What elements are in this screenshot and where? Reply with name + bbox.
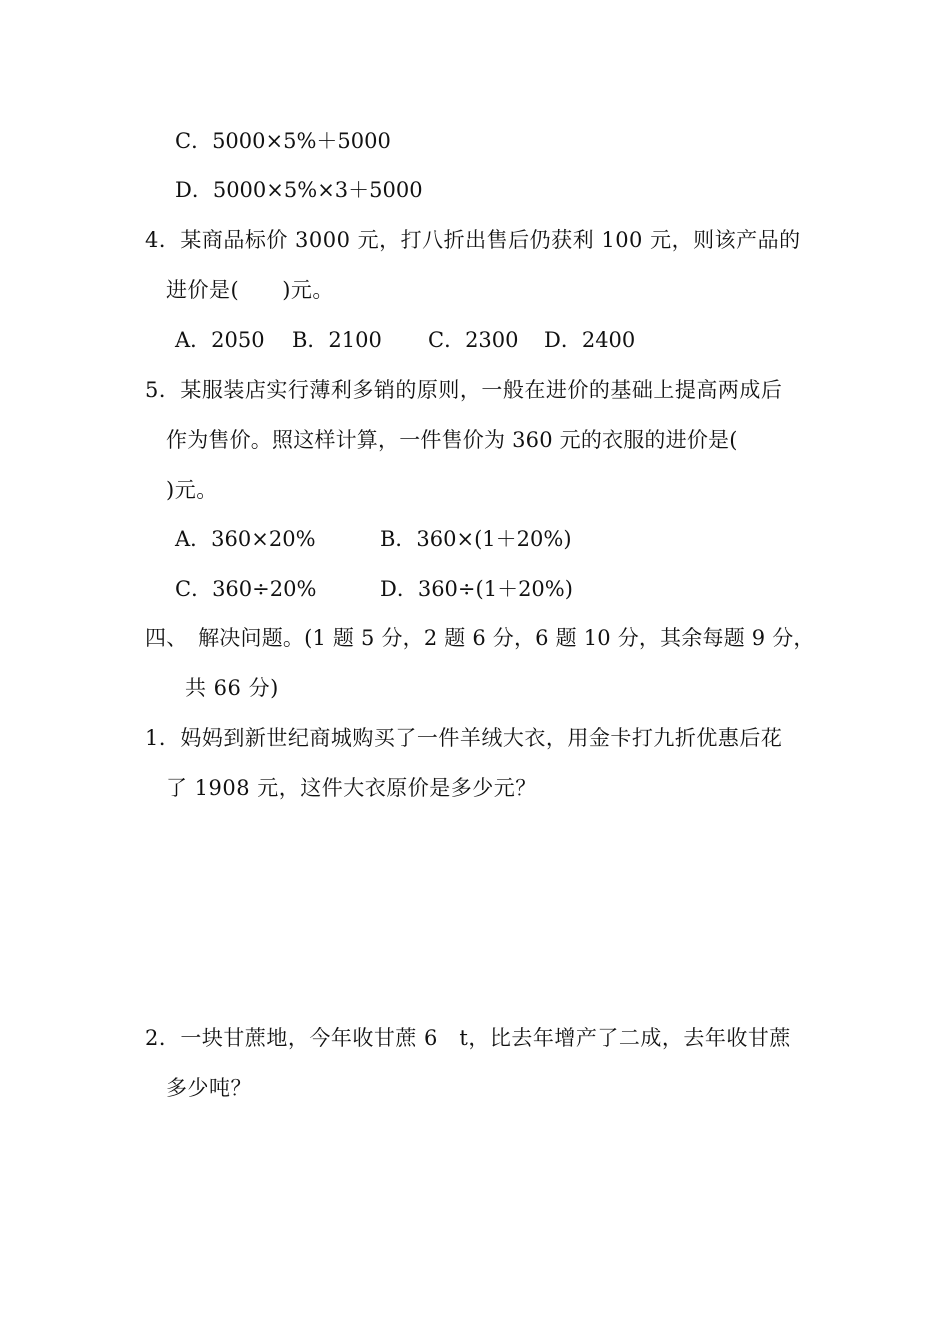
q4-text-line1: 4．某商品标价 3000 元，打八折出售后仍获利 100 元，则该产品的 [145,228,801,252]
q5-option-a: A．360×20% [175,527,316,551]
q5-text-line1: 5．某服装店实行薄利多销的原则，一般在进价的基础上提高两成后 [145,378,783,402]
q3-option-c: C．5000×5%＋5000 [175,129,391,153]
problem2-line1: 2．一块甘蔗地，今年收甘蔗 6 t，比去年增产了二成，去年收甘蔗 [145,1026,791,1050]
q4-text-line2: 进价是( )元。 [166,278,334,302]
q5-option-c: C．360÷20% [175,577,317,601]
q4-option-c: C．2300 [428,328,519,352]
problem2-line2: 多少吨？ [166,1076,252,1100]
q5-option-d: D．360÷(1＋20%) [380,577,573,601]
q5-option-b: B．360×(1＋20%) [380,527,572,551]
q4-option-d: D．2400 [544,328,636,352]
q5-text-line3: )元。 [166,478,218,502]
q4-option-b: B．2100 [292,328,382,352]
q4-option-a: A．2050 [175,328,265,352]
section4-heading-line2: 共 66 分) [185,676,279,700]
problem1-line1: 1．妈妈到新世纪商城购买了一件羊绒大衣，用金卡打九折优惠后花 [145,726,783,750]
q5-text-line2: 作为售价。照这样计算，一件售价为 360 元的衣服的进价是( [166,428,738,452]
problem1-line2: 了 1908 元，这件大衣原价是多少元？ [166,776,537,800]
section4-heading-line1: 四、 解决问题。(1 题 5 分，2 题 6 分，6 题 10 分，其余每题 9 分， [145,626,815,650]
q3-option-d: D．5000×5%×3＋5000 [175,178,423,202]
